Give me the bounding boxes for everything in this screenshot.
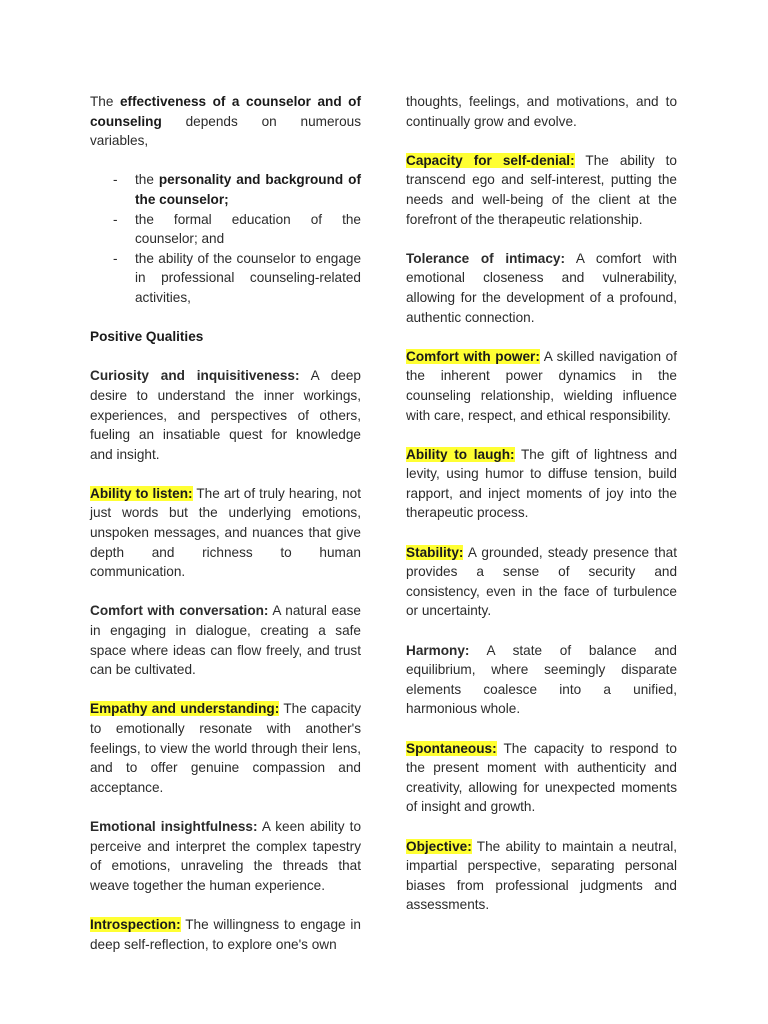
- bullet-dash: -: [113, 172, 118, 188]
- quality-term: Harmony:: [406, 642, 470, 658]
- continuation-paragraph: thoughts, feelings, and motivations, and to continually grow and evolve.: [406, 94, 677, 129]
- quality-item: [90, 601, 361, 679]
- quality-description: The capacity to respond to the present moment with authenticity and creativity, allowing for unexpected moments of insight and growth.: [406, 740, 677, 815]
- quality-term-highlighted: Stability:: [406, 544, 464, 560]
- quality-item: [406, 445, 677, 523]
- section-heading: Positive Qualities: [90, 329, 204, 345]
- right-qualities-list: [406, 151, 677, 915]
- quality-item: [90, 915, 361, 954]
- quality-item: [406, 739, 677, 817]
- quality-description: The gift of lightness and levity, using humor to diffuse tension, build rapport, and inject moments of joy into the therapeutic process.: [406, 446, 677, 521]
- bullet-dash: -: [113, 211, 118, 227]
- quality-term: Curiosity and inquisitiveness:: [90, 368, 300, 384]
- quality-description: The willingness to engage in deep self-reflection, to explore one's own: [90, 916, 361, 952]
- quality-description: A deep desire to understand the inner workings, experiences, and perspectives of others, fueling an insatiable quest for knowledge and insight.: [90, 368, 361, 462]
- bullet-dash: -: [113, 250, 118, 266]
- quality-term: Emotional insightfulness:: [90, 818, 258, 834]
- quality-item: [406, 151, 677, 229]
- quality-description: The art of truly hearing, not just words but the underlying emotions, unspoken messages, and nuances that give depth and richness to human communication.: [90, 485, 361, 580]
- variable-item: [90, 249, 361, 308]
- quality-term-highlighted: Ability to laugh:: [406, 446, 515, 462]
- quality-item: [90, 699, 361, 797]
- intro-bold: effectiveness of a counselor and of counseling: [90, 94, 361, 129]
- quality-term-highlighted: Comfort with power:: [406, 348, 540, 364]
- quality-description: A natural ease in engaging in dialogue, creating a safe space where ideas can flow freely, and trust can be cultivated.: [90, 603, 361, 678]
- right-column: [406, 92, 677, 915]
- quality-description: The ability to transcend ego and self-interest, putting the needs and well-being of the client at the forefront of the therapeutic relationship.: [406, 152, 677, 227]
- quality-item: [90, 366, 361, 464]
- quality-description: The capacity to emotionally resonate with another's feelings, to view the world through their lens, and to offer genuine compassion and acceptance.: [90, 701, 361, 795]
- variable-text: the formal education of the counselor; and: [135, 211, 361, 247]
- quality-term-highlighted: Introspection:: [90, 916, 181, 932]
- intro-pre: The: [90, 94, 120, 109]
- variable-item: [90, 210, 361, 249]
- quality-description: A state of balance and equilibrium, where seemingly disparate elements coalesce into a unified, harmonious whole.: [406, 642, 677, 717]
- quality-item: [406, 249, 677, 327]
- quality-term-highlighted: Empathy and understanding:: [90, 701, 280, 717]
- left-column: [90, 92, 361, 954]
- quality-term-highlighted: Spontaneous:: [406, 740, 497, 756]
- quality-item: [406, 347, 677, 425]
- quality-item: [90, 817, 361, 895]
- variable-text: the: [135, 172, 159, 188]
- quality-term-highlighted: Objective:: [406, 838, 472, 854]
- variables-list: [90, 170, 361, 307]
- quality-item: [406, 641, 677, 719]
- variable-bold-text: personality and background of the counselor;: [135, 172, 361, 207]
- quality-description: A comfort with emotional closeness and vulnerability, allowing for the development of a profound, authentic connection.: [406, 250, 677, 325]
- quality-item: [406, 543, 677, 621]
- variable-text: the ability of the counselor to engage in professional counseling-related activities,: [135, 250, 361, 305]
- quality-term-highlighted: Ability to listen:: [90, 485, 193, 501]
- quality-description: A keen ability to perceive and interpret the complex tapestry of emotions, unraveling the threads that weave together the human experience.: [90, 818, 362, 893]
- quality-term: Tolerance of intimacy:: [406, 250, 565, 266]
- intro-paragraph: [90, 92, 361, 151]
- quality-description: A skilled navigation of the inherent power dynamics in the counseling relationship, wielding influence with care, respect, and ethical responsibility.: [406, 348, 677, 423]
- quality-item: [90, 484, 361, 582]
- intro-post: depends on numerous variables,: [90, 113, 361, 149]
- quality-description: A grounded, steady presence that provides a sense of security and consistency, even in the face of turbulence or uncertainty.: [406, 544, 677, 619]
- variable-item: [90, 170, 361, 209]
- quality-description: The ability to maintain a neutral, impartial perspective, separating personal biases from professional judgments and assessments.: [406, 838, 677, 913]
- quality-term: Comfort with conversation:: [90, 603, 269, 619]
- left-qualities-list: [90, 366, 361, 954]
- quality-term-highlighted: Capacity for self-denial:: [406, 152, 575, 168]
- quality-item: [406, 837, 677, 915]
